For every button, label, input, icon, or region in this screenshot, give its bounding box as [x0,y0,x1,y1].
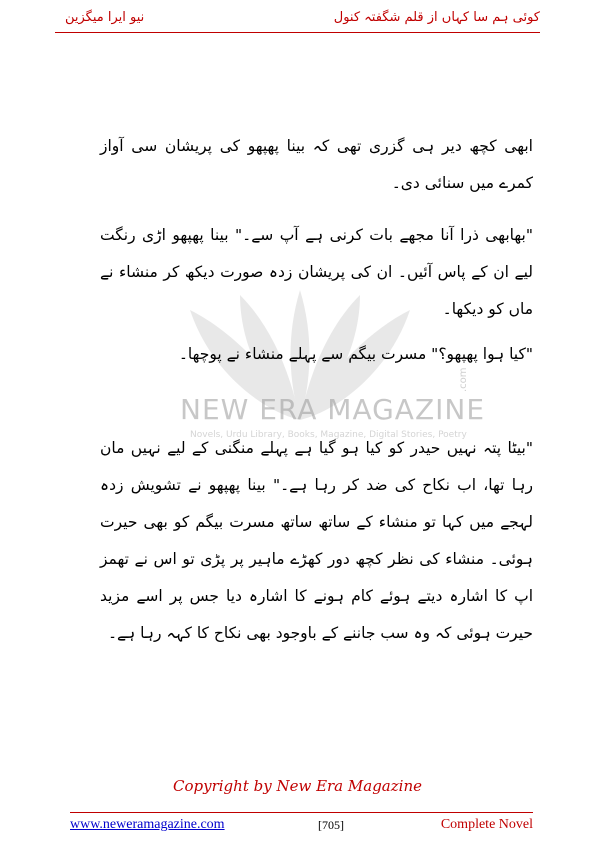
paragraph: "بھابھی ذرا آنا مجھے بات کرنی ہے آپ سے۔" بینا پھپھو اڑی رنگت لیے ان کے پاس آئیں۔ ان کی پریشان زدہ صورت دیکھ کر منشاء نے ماں کو دیکھا۔ [100,226,533,318]
watermark-text: NEW ERA MAGAZINE [180,393,486,426]
novel-title: کوئی ہم سا کہاں از قلم شگفتہ کنول [333,10,540,25]
website-link[interactable]: www.neweramagazine.com [70,817,225,832]
paragraph: "کیا ہوا پھپھو؟" مسرت بیگم سے پہلے منشاء نے پوچھا۔ [178,345,533,363]
paragraph: "بیٹا پتہ نہیں حیدر کو کیا ہو گیا ہے پہلے منگنی کے لیے نہیں مان رہا تھا، اب نکاح کی ضد کر رہا ہے۔" بینا پھپھو نے تشویش زدہ لہجے میں کہا تو منشاء کے ساتھ ساتھ مسرت بیگم کو بھی حیرت ہوئی۔ منشاء کی نظر کچھ دور کھڑے ماہیر پر پڑی تو اس نے تھمز اپ کا اشارہ دیتے ہوئے کام ہونے کا اشارہ دیا جس پر اسے مزید حیرت ہوئی کہ وہ سب جاننے کے باوجود بھی نکاح کا کہہ رہا ہے۔ [100,439,533,642]
magazine-name: نیو ایرا میگزین [65,10,145,25]
watermark-subtext: Novels, Urdu Library, Books, Magazine, Digital Stories, Poetry [190,430,467,440]
watermark-domain: .com [458,367,469,392]
page-header [55,8,540,33]
paragraph: ابھی کچھ دیر ہی گزری تھی کہ بینا پھپھو کی پریشان سی آواز کمرے میں سنائی دی۔ [100,137,533,192]
page-footer [70,812,533,835]
footer-label: Complete Novel [440,817,533,832]
copyright-notice: Copyright by New Era Magazine [173,777,422,795]
page-number: [705] [318,818,344,832]
